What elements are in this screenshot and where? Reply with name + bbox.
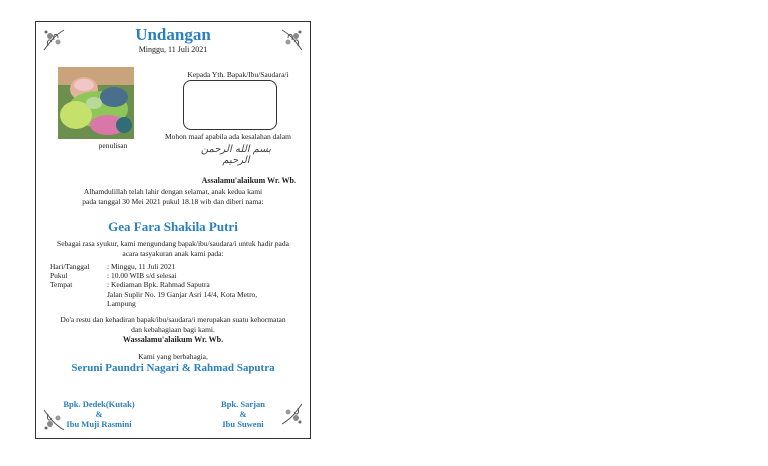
detail-value: : Minggu, 11 Juli 2021 xyxy=(107,262,176,271)
detail-row xyxy=(50,280,305,289)
detail-row xyxy=(50,290,305,299)
detail-label: Pukul xyxy=(50,271,68,281)
recipient-line: Kepada Yth. Bapak/Ibu/Saudara/i xyxy=(187,70,289,79)
address-line: Lampung xyxy=(107,298,136,308)
host-names: Seruni Paundri Nagari & Rahmad Saputra xyxy=(71,362,275,374)
detail-row xyxy=(50,299,305,308)
farewell: Wassalamu'alaikum Wr. Wb. xyxy=(122,335,224,344)
baby-photo xyxy=(58,67,134,139)
happy-line: Kami yang berbahagia, xyxy=(138,352,208,361)
invite-line: Sebagai rasa syukur, kami mengundang bapak/ibu/saudara/i untuk hadir pada xyxy=(57,239,289,248)
detail-value: : 10.00 WIB s/d selesai xyxy=(107,271,177,281)
invite-line: acara tasyakuran anak kami pada: xyxy=(122,249,224,258)
detail-value: : Kediaman Bpk. Rahmad Saputra xyxy=(107,280,210,290)
page-title: Undangan xyxy=(135,25,211,44)
arabic-calligraphy: بسم الله الرحمن الرحيم xyxy=(200,144,272,166)
address-line: Jalan Suplir No. 19 Ganjar Asri 14/4, Kota Metro, xyxy=(107,289,258,299)
floral-ornament-icon xyxy=(40,406,68,434)
greeting: Assalamu'alaikum Wr. Wb. xyxy=(201,176,296,185)
announcement-line: Alhamdulillah telah lahir dengan selamat, anak kedua kami xyxy=(83,187,263,196)
closing-line: Do'a restu dan kehadiran bapak/ibu/saudara/i merupakan suatu kehormatan xyxy=(60,315,286,324)
event-date: Minggu, 11 Juli 2021 xyxy=(138,45,208,54)
event-details xyxy=(50,262,305,308)
apology-text: Mohon maaf apabila ada kesalahan dalam xyxy=(165,132,291,141)
family-amp: & xyxy=(239,409,247,419)
family-father: Bpk. Dedek(Kutak) xyxy=(63,399,135,409)
closing-line: dan kebahagiaan bagi kami. xyxy=(131,325,215,334)
announcement-line: pada tanggal 30 Mei 2021 pukul 18.18 wib dan diberi nama: xyxy=(82,197,264,206)
detail-row xyxy=(50,262,305,271)
detail-label: Hari/Tanggal xyxy=(50,262,90,271)
child-name: Gea Fara Shakila Putri xyxy=(108,219,238,234)
detail-label: Tempat xyxy=(50,280,73,290)
invitation-card xyxy=(35,21,311,439)
family-amp: & xyxy=(95,409,103,419)
family-father: Bpk. Sarjan xyxy=(221,399,265,409)
recipient-name-box xyxy=(183,80,277,130)
family-mother: Ibu Suweni xyxy=(222,419,264,429)
photo-caption: penulisan xyxy=(98,141,128,150)
detail-row xyxy=(50,271,305,280)
floral-ornament-icon xyxy=(278,400,306,428)
family-mother: Ibu Muji Rasmini xyxy=(66,419,132,429)
